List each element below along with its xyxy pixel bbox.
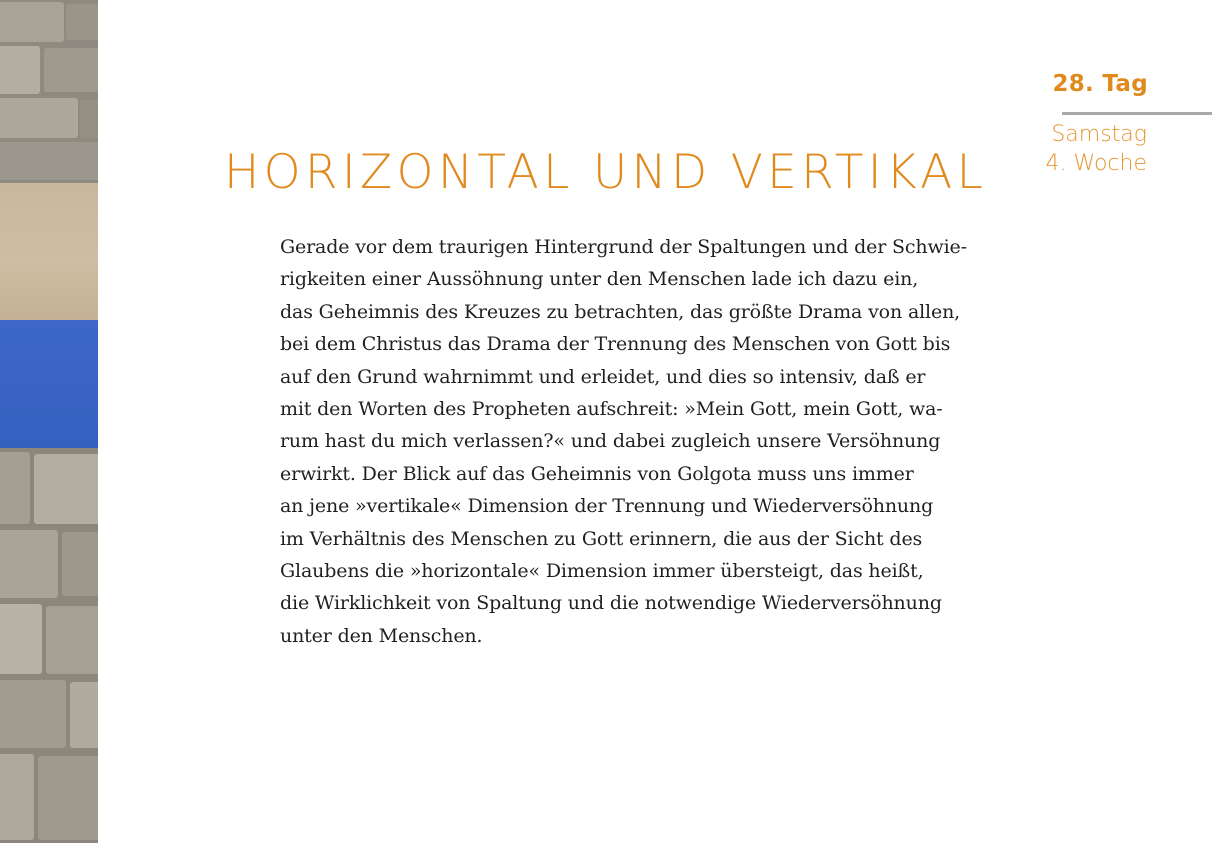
weekday-info (1020, 120, 1147, 178)
week-label: 4. Woche (1045, 151, 1147, 176)
body-line: mit den Worten des Propheten aufschreit: »Mein Gott, mein Gott, wa- (280, 398, 943, 421)
page-title: HORIZONTAL UND VERTIKAL (224, 145, 988, 200)
day-header (1040, 68, 1148, 100)
body-line: rigkeiten einer Aussöhnung unter den Menschen lade ich dazu ein, (280, 268, 919, 291)
body-line: an jene »vertikale« Dimension der Trennung und Wiederversöhnung (280, 495, 934, 518)
body-line: unter den Menschen. (280, 624, 483, 647)
header-divider (1062, 112, 1212, 115)
weekday: Samstag (1051, 122, 1147, 147)
body-line: auf den Grund wahrnimmt und erleidet, und dies so intensiv, daß er (280, 365, 926, 388)
body-line: die Wirklichkeit von Spaltung und die notwendige Wiederversöhnung (280, 592, 942, 615)
day-number: 28. Tag (1052, 71, 1148, 97)
decorative-photo-strip (0, 0, 98, 843)
body-line: Glaubens die »horizontale« Dimension immer übersteigt, das heißt, (280, 560, 924, 583)
stone-wall-bottom (0, 448, 98, 843)
beige-band (0, 183, 98, 320)
body-line: rum hast du mich verlassen?« und dabei zugleich unsere Versöhnung (280, 430, 941, 453)
body-line: bei dem Christus das Drama der Trennung des Menschen von Gott bis (280, 333, 951, 356)
stone-wall-top (0, 0, 98, 183)
blue-band (0, 320, 98, 448)
body-text (280, 231, 1010, 652)
body-line: im Verhältnis des Menschen zu Gott erinnern, die aus der Sicht des (280, 527, 923, 550)
body-line: erwirkt. Der Blick auf das Geheimnis von Golgota muss uns immer (280, 462, 914, 485)
body-line: das Geheimnis des Kreuzes zu betrachten, das größte Drama von allen, (280, 300, 961, 323)
body-line: Gerade vor dem traurigen Hintergrund der Spaltungen und der Schwie- (280, 236, 967, 258)
